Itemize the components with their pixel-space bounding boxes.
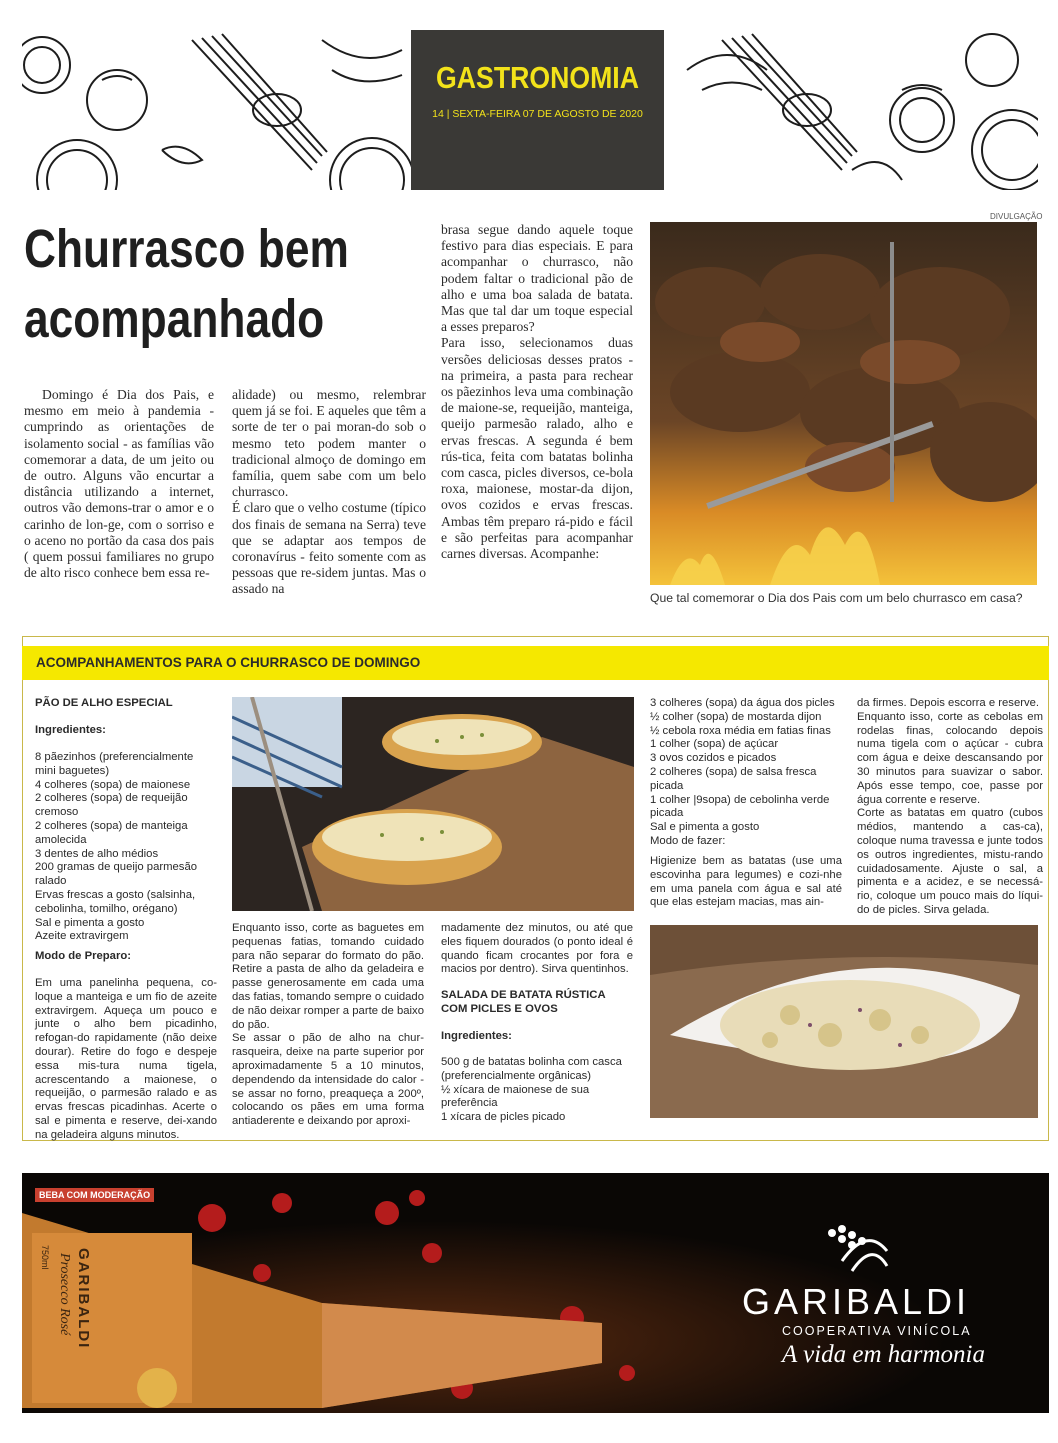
headline-line-1: Churrasco bem bbox=[24, 219, 349, 279]
advertisement bbox=[22, 1173, 1049, 1413]
recipe1-title: PÃO DE ALHO ESPECIAL bbox=[35, 697, 173, 709]
section-title: GASTRONOMIA bbox=[436, 60, 639, 95]
barbecue-photo bbox=[650, 222, 1037, 585]
photo-credit: DIVULGAÇÃO bbox=[990, 212, 1043, 221]
recipe1-method-part2: Enquanto isso, corte as baguetes em pequenas fatias, tomando cuidado para não separar do formato do pão. Retire a pasta de alho da geladeira e passe generosamente em cada uma das fatias, tomando sempre o cuidado de não deixar romper a parte de baixo do pão. Se assar o pão de alho na chur-rasqueira, deixe na parte superior por aproximadamente 5 a 10 minutos, dependendo da intensidade do calor - se assar no forno, preaqueça a 200º, colocando os pães em uma forma antiaderente e deixando por aproxi- bbox=[232, 922, 424, 1128]
recipe1-ingredients-label: Ingredientes: bbox=[35, 724, 106, 736]
recipe2-ingredients-label: Ingredientes: bbox=[441, 1030, 512, 1042]
recipe1-method-label: Modo de Preparo: bbox=[35, 950, 132, 962]
recipe2-method-part2: da firmes. Depois escorra e reserve. Enquanto isso, corte as cebolas em rodelas finas, colocando depois numa tigela com o açúcar - cubra com água e deixe descansando por 30 minutos para suavizar o sabor. Após esse tempo, coe, passe por água corrente e reserve. Corte as batatas em quatro (cubos médios, mantendo a cas-ca), coloque numa travessa e junte todos os outros ingredientes, mistu-rando cuidadosamente. Ajuste o sal, a pimenta e a acidez, e se necessá-rio, coloque um pouco mais do líqui-do de picles. Sirva gelada. bbox=[857, 697, 1043, 916]
recipe2-ingredients-part2: 3 colheres (sopa) da água dos picles ½ colher (sopa) de mostarda dijon ½ cebola roxa média em fatias finas 1 colher (sopa) de açúcar 3 ovos cozidos e picados 2 colheres (sopa) de salsa fresca picada 1 colher |9sopa) de cebolinha verde picada Sal e pimenta a gosto Modo de fazer: bbox=[650, 697, 835, 847]
grape-logo-icon bbox=[822, 1221, 892, 1281]
recipe-box-title: ACOMPANHAMENTOS PARA O CHURRASCO DE DOMINGO bbox=[36, 655, 421, 670]
advertiser-brand: GARIBALDI bbox=[742, 1281, 971, 1322]
potato-salad-photo bbox=[650, 925, 1038, 1118]
headline-line-2: acompanhado bbox=[24, 289, 325, 349]
recipe1-method-part3: madamente dez minutos, ou até que eles fiquem dourados (o ponto ideal é quando ficam crocantes por fora e macios por dentro). Sirva quentinhos. bbox=[441, 922, 633, 976]
photo-caption: Que tal comemorar o Dia dos Pais com um belo churrasco em casa? bbox=[650, 591, 1023, 605]
recipe1-ingredients: 8 pãezinhos (preferencialmente mini baguetes) 4 colheres (sopa) de maionese 2 colheres (sopa) de requeijão cremoso 2 colheres (sopa) de manteiga amolecida 3 dentes de alho médios 200 gramas de queijo parmesão ralado Ervas frescas a gosto (salsinha, cebolinha, tomilho, orégano) Sal e pimenta a gosto Azeite extravirgem bbox=[35, 751, 198, 943]
edition-info: 14 | SEXTA-FEIRA 07 DE AGOSTO DE 2020 bbox=[432, 108, 643, 120]
section-masthead bbox=[411, 30, 664, 190]
article-column-3: brasa segue dando aquele toque festivo para dias especiais. E para acompanhar o churrasco, não podem faltar o tradicional pão de alho e uma boa salada de batata. Mas que tal dar um toque especial a esses preparos? Para isso, selecionamos duas versões deliciosas desses pratos - na primeira, a pasta para rechear os pãezinhos leva uma combinação de maione-se, requeijão, manteiga, queijo parmesão ralado, alho e ervas frescas. A segunda é bem rús-tica, feita com batatas bolinha com casca, picles diversos, ce-bola roxa, maionese, mostar-da dijon, ovos cozidos e ervas frescas. Ambas têm preparo rá-pido e fácil e são perfeitas para acompanhar carnes diversas. Acompanhe: bbox=[441, 222, 633, 562]
bottle-brand: GARIBALDI bbox=[75, 1248, 92, 1350]
recipe2-title: SALADA DE BATATA RÚSTICA COM PICLES E OVOS bbox=[441, 989, 606, 1015]
article-headline bbox=[24, 214, 352, 354]
recipe1-method-part1: Em uma panelinha pequena, co-loque a manteiga e um fio de azeite extravirgem. Aqueça um pouco e junte o alho bem picadinho, refogan-do rapidamente (não deixe dourar). Retire do fogo e despeje essa mis-tura numa tigela, acrescentando a maionese, o requeijão, o parmesão ralado e as ervas frescas picadinhas. Acerte o sal e pimenta e reserve, dei-xando na geladeira alguns minutos. bbox=[35, 977, 217, 1141]
article-column-1: Domingo é Dia dos Pais, e mesmo em meio à pandemia - cumprindo as orientações de isolamento social - as famílias vão comemorar a data, de um jeito ou de outro. Alguns vão encurtar a distância utilizando a internet, outros vão demons-trar o amor e o carinho de lon-ge, com o sorriso e o aceno no portão da casa dos pais ( quem possui familiares no grupo de alto risco conhece bem essa re- bbox=[24, 387, 214, 581]
recipe-box-header bbox=[22, 646, 1049, 680]
garlic-bread-photo bbox=[232, 697, 634, 911]
drink-responsibly-notice: BEBA COM MODERAÇÃO bbox=[35, 1188, 154, 1202]
advertiser-subtitle: COOPERATIVA VINÍCOLA bbox=[782, 1324, 972, 1338]
advertiser-tagline: A vida em harmonia bbox=[782, 1341, 985, 1368]
bottle-product: Prosecco Rosé bbox=[57, 1253, 72, 1336]
article-column-2: alidade) ou mesmo, relembrar quem já se foi. E aqueles que têm a sorte de ter o pai moran-do sob o mesmo teto podem manter o tradicional almoço de domingo em família, quem sabe com um belo churrasco. É claro que o velho costume (típico dos finais de semana na Serra) teve que se adaptar aos tempos de coronavírus - feito somente com as pessoas que re-sidem juntas. Mas o assado na bbox=[232, 387, 426, 597]
recipe2-ingredients-part1: 500 g de batatas bolinha com casca (preferencialmente orgânicas) ½ xícara de maionese de sua preferência 1 xícara de picles picado bbox=[441, 1056, 622, 1124]
recipe2-method-part1: Higienize bem as batatas (use uma escovinha para legumes) e cozi-nhe em uma panela com água e sal até que elas estejam macias, mas ain- bbox=[650, 855, 842, 909]
bottle-volume: 750ml bbox=[40, 1245, 50, 1270]
